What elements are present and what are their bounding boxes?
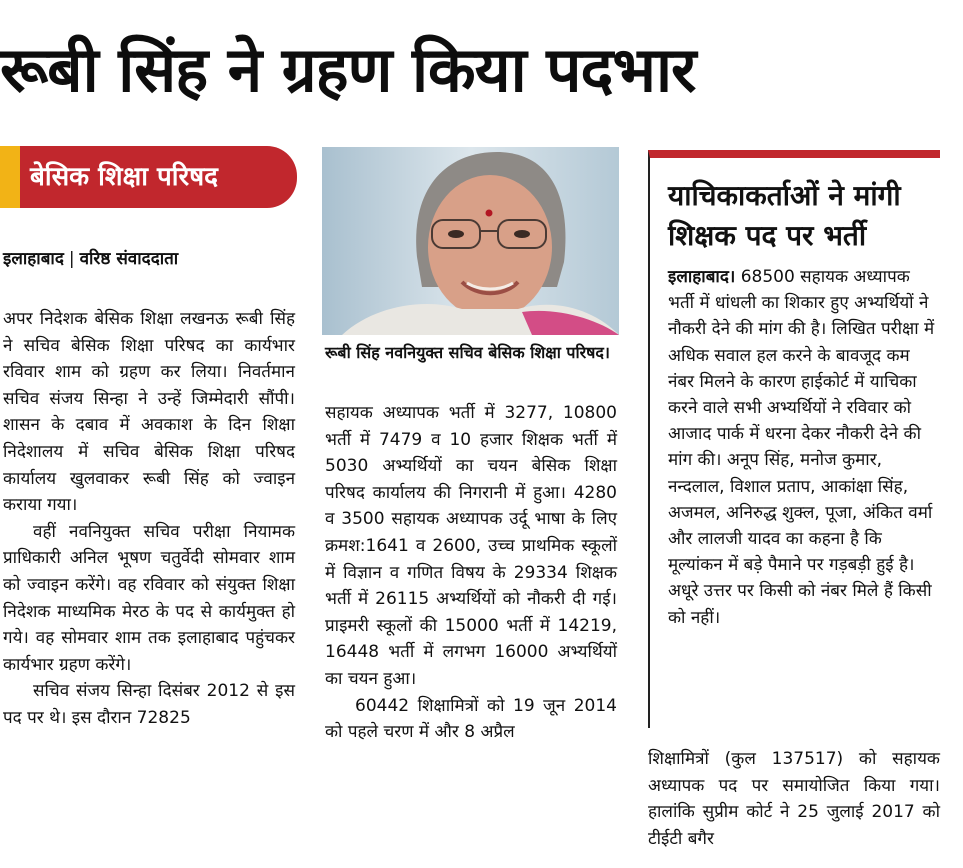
dateline-city: इलाहाबाद bbox=[3, 249, 64, 269]
paragraph: शिक्षामित्रों (कुल 137517) को सहायक अध्यापक पद पर समायोजित किया गया। हालांकि सुप्रीम कोर्ट ने 25 जुलाई 2017 को टीईटी बगैर bbox=[648, 749, 940, 849]
sidebar-body bbox=[668, 264, 936, 631]
kicker-accent-bar bbox=[0, 146, 20, 208]
paragraph: अपर निदेशक बेसिक शिक्षा लखनऊ रूबी सिंह ने सचिव बेसिक शिक्षा परिषद का कार्यभार रविवार शाम को ग्रहण कर लिया। निवर्तमान सचिव संजय सिन्हा ने उन्हें जिम्मेदारी सौंपी। शासन के दबाव में अवकाश के दिन शिक्षा निदेशालय में सचिव बेसिक शिक्षा परिषद कार्यालय खुलवाकर रूबी सिंह को ज्वाइन कराया गया। bbox=[3, 309, 295, 516]
dateline bbox=[3, 246, 178, 269]
photo-caption: रूबी सिंह नवनियुक्त सचिव बेसिक शिक्षा परिषद। bbox=[325, 343, 610, 362]
paragraph: वहीं नवनियुक्त सचिव परीक्षा नियामक प्राधिकारी अनिल भूषण चतुर्वेदी सोमवार शाम को ज्वाइन करेंगे। वह रविवार को संयुक्त शिक्षा निदेशक माध्यमिक मेरठ के पद से कार्यमुक्त हो गये। वह सोमवार शाम तक इलाहाबाद पहुंचकर कार्यभार ग्रहण करेंगे। bbox=[3, 521, 295, 675]
sidebar-title: याचिकाकर्ताओं ने मांगी शिक्षक पद पर भर्ती bbox=[668, 179, 901, 252]
article-column-3 bbox=[648, 746, 940, 852]
kicker-label: बेसिक शिक्षा परिषद bbox=[30, 162, 218, 192]
sidebar-box bbox=[648, 150, 940, 728]
paragraph: सचिव संजय सिन्हा दिसंबर 2012 से इस पद पर थे। इस दौरान 72825 bbox=[3, 681, 295, 728]
dateline-reporter: वरिष्ठ संवाददाता bbox=[79, 249, 179, 269]
dateline-separator: | bbox=[68, 249, 75, 269]
portrait-photo bbox=[322, 147, 619, 335]
article-column-2 bbox=[325, 400, 617, 746]
sidebar-text: 68500 सहायक अध्यापक भर्ती में धांधली का शिकार हुए अभ्यर्थियों ने नौकरी देने की मांग की है। लिखित परीक्षा में अधिक सवाल हल करने के बावजूद कम नंबर मिलने के कारण हाईकोर्ट में याचिका करने वाले सभी अभ्यर्थियों ने रविवार को आजाद पार्क में धरना देकर नौकरी देने की मांग की। अनूप सिंह, मनोज कुमार, नन्दलाल, विशाल प्रताप, आकांक्षा सिंह, अजमल, अनिरुद्ध शुक्ल, पूजा, अंकित वर्मा और लालजी यादव का कहना है कि मूल्यांकन में बड़े पैमाने पर गड़बड़ी हुई है। अधूरे उत्तर पर किसी को नंबर मिले हैं किसी को नहीं। bbox=[668, 267, 935, 628]
sidebar-dateline: इलाहाबाद। bbox=[668, 267, 736, 287]
section-kicker bbox=[0, 146, 297, 208]
paragraph: 60442 शिक्षामित्रों को 19 जून 2014 को पहले चरण में और 8 अप्रैल bbox=[325, 695, 617, 743]
article-column-1 bbox=[3, 306, 295, 732]
headline: रूबी सिंह ने ग्रहण किया पदभार bbox=[0, 33, 696, 106]
paragraph: सहायक अध्यापक भर्ती में 3277, 10800 भर्ती में 7479 व 10 हजार शिक्षक भर्ती में 5030 अभ्यर्थियों का चयन बेसिक शिक्षा परिषद कार्यालय की निगरानी में हुआ। 4280 व 3500 सहायक अध्यापक उर्दू भाषा के लिए क्रमश:1641 व 2600, उच्च प्राथमिक स्कूलों में विज्ञान व गणित विषय के 29334 शिक्षक भर्ती में 26115 अभ्यर्थियों को नौकरी दी गई। प्राइमरी स्कूलों की 15000 भर्ती में 14219, 16448 भर्ती में लगभग 16000 अभ्यर्थियों का चयन हुआ। bbox=[325, 403, 617, 689]
